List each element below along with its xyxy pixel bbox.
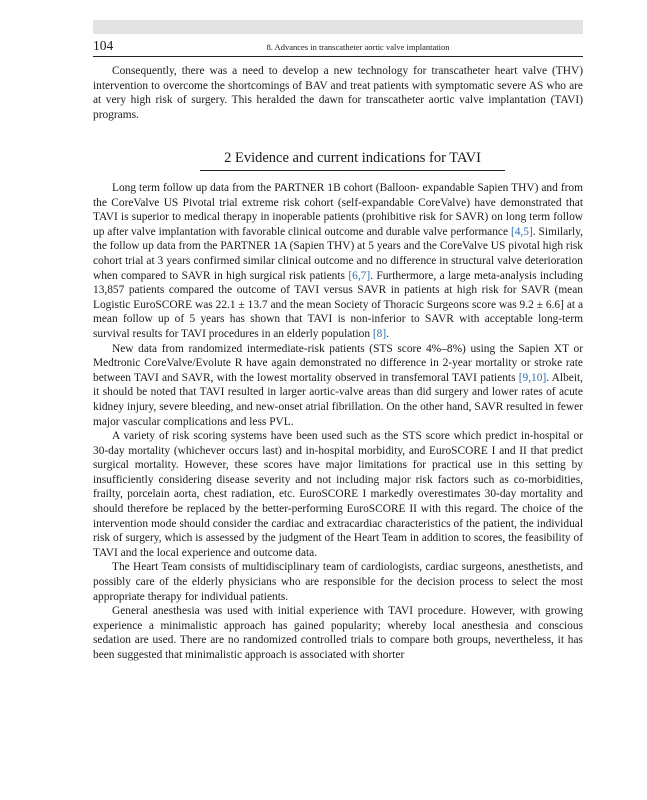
page-number: 104 [93, 38, 114, 53]
paragraph-5: General anesthesia was used with initial experience with TAVI procedure. However, with growing experience a minimalistic approach has gained popularity; whereby local anesthesia and conscious sedation are used. There are no randomized controlled trials to compare both groups, nevertheless, it has been suggested that minimalistic approach is associated with shorter [93, 605, 583, 661]
paragraph-4: The Heart Team consists of multidisciplinary team of cardiologists, cardiac surgeons, anesthetists, and possibly care of the elderly physicians who are responsible for the decision process to select the most appropriate therapy for individual patients. [93, 561, 583, 603]
page-header [93, 38, 583, 54]
paragraph-3: A variety of risk scoring systems have been used such as the STS score which predict in-hospital or 30-day mortality (whichever occurs last) and in-hospital morbidity, and EuroSCORE I and II that predict surgical mortality. However, these scores have major limitations for practical use in this setting by insufficiently considering disease severity and not including major risk factors such as co-morbidities, frailty, porcelain aorta, chest radiation, etc. EuroSCORE I markedly overestimates 30-day mortality and should therefore be replaced by the better-performing EuroSCORE II with this regard. The choice of the intervention mode should consider the cardiac and extracardiac characteristics of the patient, the individual risk of surgery, which is assessed by the judgment of the Heart Team in addition to scores, the feasibility of TAVI and the local experience and outcome data. [93, 430, 583, 559]
citation-link[interactable]: [6,7] [348, 269, 371, 282]
citation-link[interactable]: [9,10] [518, 371, 547, 384]
section-body [93, 181, 583, 663]
intro-paragraph: Consequently, there was a need to develop a new technology for transcatheter heart valve (THV) intervention to overcome the shortcomings of BAV and treat patients with symptomatic severe AS who are at very high risk of surgery. This heralded the dawn for transcatheter aortic valve implantation (TAVI) programs. [93, 65, 583, 121]
paragraph-1-text-a: Long term follow up data from the PARTNER 1B cohort (Balloon- expandable Sapien THV) and from the CoreValve US Pivotal trial extreme risk cohort (self-expandable CoreValve) have demonstrated that TAVI is superior to medical therapy in inoperable patients (prohibitive risk for SAVR) on long term follow up after valve implantation with favorable clinical outcome and durable valve performance [93, 182, 583, 238]
paragraph-2-text-b: . Albeit, it should be noted that TAVI resulted in larger aortic-valve areas than did surgery and lower rates of acute kidney injury, severe bleeding, and new-onset atrial fibrillation. On the other hand, SAVR resulted in fewer major vascular complications and less PVL. [93, 371, 583, 428]
section-heading: 2 Evidence and current indications for TAVI [200, 149, 505, 171]
running-title: 8. Advances in transcatheter aortic valve implantation [266, 42, 450, 52]
paragraph-1-text-d: . [386, 327, 390, 340]
paragraph-1 [93, 181, 583, 342]
paragraph-2 [93, 342, 583, 430]
citation-link[interactable]: [4,5] [510, 225, 533, 238]
paragraph-1-text-c: . Furthermore, a large meta-analysis including 13,857 patients compared the outcome of TAVI versus SAVR in patients at high risk for SAVR (mean Logistic EuroSCORE was 22.1 ± 13.7 and the mean Society of Thoracic Surgeons score was 9.2 ± 6.6] at a mean follow up of 5 years has shown that TAVI is non-inferior to SAVR with acceptable long-term survival results for TAVI procedures in an elderly population [93, 269, 583, 340]
paragraph-2-text-a: New data from randomized intermediate-risk patients (STS score 4%–8%) using the Sapien XT or Medtronic CoreValve/Evolute R have again demonstrated no difference in 2-year mortality or stroke rate between TAVI and SAVR, with the lowest mortality observed in transfemoral TAVI patients [93, 342, 583, 384]
intro-block [93, 64, 583, 122]
page-top-bar [93, 20, 583, 34]
header-rule [93, 56, 583, 57]
citation-link[interactable]: [8] [372, 327, 387, 340]
paragraph-1-text-b: . Similarly, the follow up data from the PARTNER 1A (Sapien THV) at 5 years and the CoreValve US pivotal high risk cohort trial at 3 years confirmed similar clinical outcome and no difference in structural valve deterioration when compared to SAVR in high surgical risk patients [93, 225, 584, 282]
